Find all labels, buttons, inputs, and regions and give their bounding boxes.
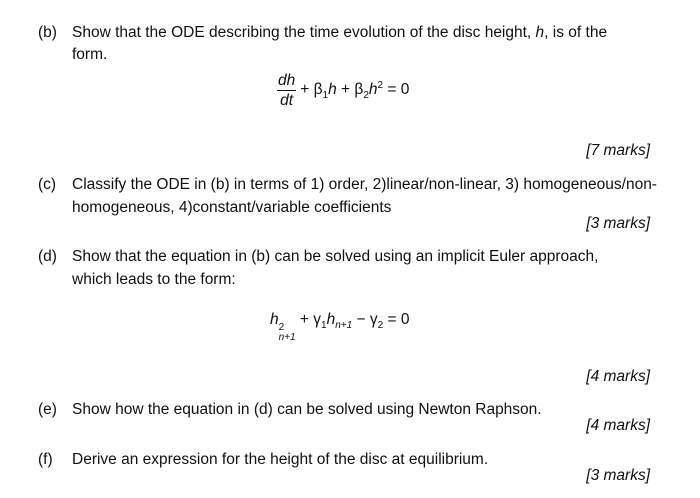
part-e-marks: [4 marks] — [586, 417, 650, 434]
part-b-line-1-text-b: , is of the — [544, 24, 608, 41]
part-b-line-1-var-h: h — [535, 24, 545, 41]
equation-rhs: = 0 — [383, 81, 410, 99]
h-squared-term: h — [368, 81, 378, 99]
part-e-label: (e) — [38, 401, 57, 418]
part-b-line-1-text-a: Show that the ODE describing the time evolution of the disc height, — [72, 24, 536, 41]
part-b-equation — [277, 72, 409, 109]
fraction-denominator: dt — [280, 92, 294, 109]
part-b-marks: [7 marks] — [586, 142, 650, 159]
part-d-equation — [270, 311, 409, 343]
plus-beta-2: + β — [336, 81, 364, 99]
part-f-marks: [3 marks] — [586, 467, 650, 484]
beta-2-subscript: 2 — [363, 90, 369, 102]
gamma-1-subscript: 1 — [321, 320, 327, 332]
derivative-fraction — [277, 72, 296, 109]
h-n1-linear-term: h — [326, 311, 336, 328]
part-c-line-2: homogeneous, 4)constant/variable coefficients — [72, 199, 392, 216]
plus-gamma-1: + γ — [295, 311, 322, 328]
plus-beta-1: + β — [300, 81, 323, 99]
part-b-line-1 — [72, 24, 607, 42]
part-c-marks: [3 marks] — [586, 215, 650, 232]
fraction-numerator: dh — [278, 72, 296, 89]
part-c-line-1: Classify the ODE in (b) in terms of 1) order, 2)linear/non-linear, 3) homogeneous/non- — [72, 176, 657, 193]
h-n1-term: h — [270, 311, 279, 328]
part-f-label: (f) — [38, 451, 53, 468]
part-e-line-1: Show how the equation in (d) can be solved using Newton Raphson. — [72, 401, 542, 418]
h-script — [279, 323, 296, 343]
part-d-marks: [4 marks] — [586, 368, 650, 385]
h-n1-subscript: n+1 — [278, 332, 296, 343]
h-n1-linear-subscript: n+1 — [335, 320, 353, 332]
part-d-line-2: which leads to the form: — [72, 271, 236, 288]
part-d-label: (d) — [38, 248, 57, 265]
beta-1-subscript: 1 — [322, 90, 329, 102]
h-exponent: 2 — [377, 79, 384, 91]
part-c-label: (c) — [38, 176, 57, 193]
part-b-line-2: form. — [72, 46, 108, 63]
gamma-2-subscript: 2 — [377, 320, 384, 332]
equation-rhs: = 0 — [383, 311, 410, 328]
part-b-label: (b) — [38, 24, 57, 41]
part-f-line-1: Derive an expression for the height of the disc at equilibrium. — [72, 451, 489, 468]
equation-terms — [300, 79, 410, 102]
h-n1-exponent: 2 — [278, 322, 285, 333]
minus-gamma-2: − γ — [352, 311, 378, 328]
part-d-line-1: Show that the equation in (b) can be solved using an implicit Euler approach, — [72, 248, 599, 265]
h-term: h — [328, 81, 337, 99]
